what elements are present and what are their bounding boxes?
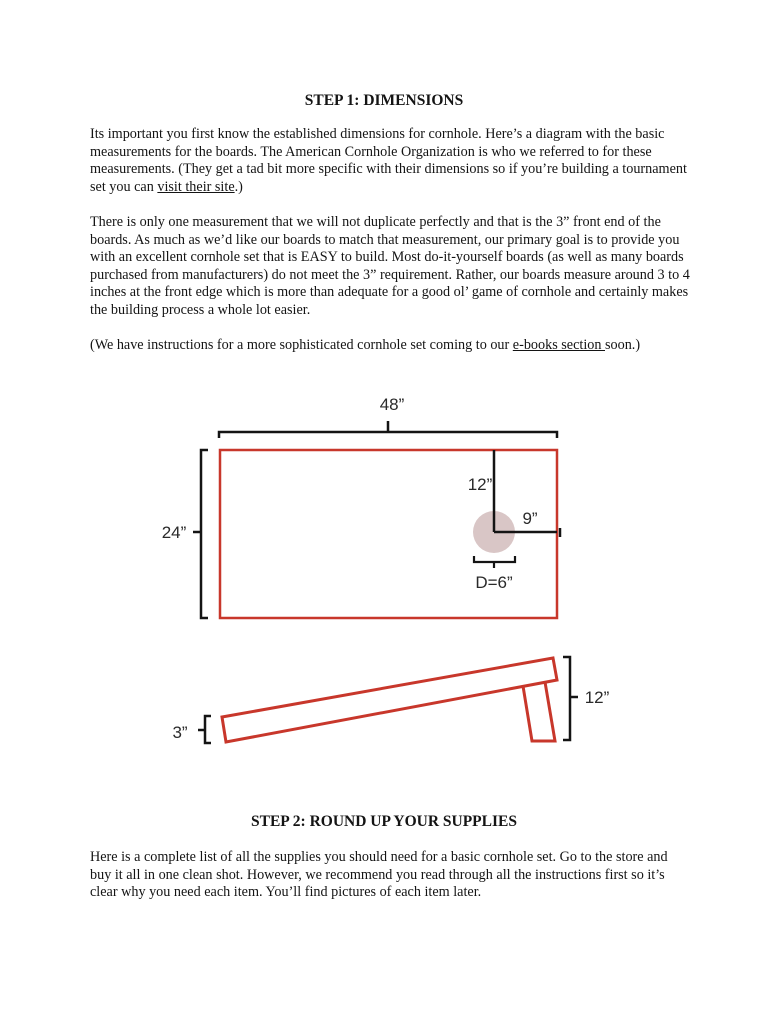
e-books-section-link[interactable]: e-books section	[512, 337, 605, 353]
back-height-label: 12”	[584, 688, 610, 707]
back-height-bracket	[563, 657, 578, 740]
step2-heading: STEP 2: ROUND UP YOUR SUPPLIES	[251, 813, 517, 830]
step1-paragraph-1-text: Its important you first know the established dimensions for cornhole. Here’s a diagram with the basic measurements for the boards. The American Cornhole Organization is who we referred to for these measurements. (They get a tad bit more specific with their dimensions so if you’re building a tournament set you can	[90, 126, 687, 195]
cornhole-dimensions-diagram	[0, 378, 768, 758]
width-bracket	[219, 421, 557, 438]
height-label: 24”	[161, 523, 187, 542]
step1-paragraph-1	[90, 126, 690, 196]
step2-paragraph-1: Here is a complete list of all the supplies you should need for a basic cornhole set. Go to the store and buy it all in one clean shot. However, we recommend you read through all the instructions first so it’s clear why you need each item. You’ll find pictures of each item later.	[90, 849, 668, 900]
height-bracket	[193, 450, 208, 618]
board-side-view	[222, 658, 557, 742]
width-label: 48”	[379, 395, 405, 414]
step1-paragraph-3-end: soon.)	[605, 337, 641, 353]
step1-paragraph-1-end: .)	[234, 178, 243, 195]
step1-heading: STEP 1: DIMENSIONS	[304, 92, 464, 109]
hole-from-side-label: 9”	[522, 509, 538, 528]
step1-paragraph-2: There is only one measurement that we will not duplicate perfectly and that is the 3” front end of the boards. As much as we’d like our boards to match that measurement, our primary goal is to provide you with an excellent cornhole set that is EASY to build. Most do-it-yourself boards (as well as many boards purchased from manufacturers) do not meet the 3” requirement. Rather, our boards measure around 3 to 4 inches at the front edge which is more than adequate for a good ol’ game of cornhole and certainly makes the building process a whole lot easier.	[90, 214, 690, 318]
hole-diameter-label: D=6”	[475, 573, 513, 592]
step1-paragraph-3-text: (We have instructions for a more sophisticated cornhole set coming to our	[90, 337, 513, 353]
step1-paragraph-3	[90, 337, 690, 355]
hole-diameter-bracket	[474, 556, 515, 568]
board-leg	[523, 682, 555, 741]
front-height-label: 3”	[172, 723, 188, 742]
hole-from-top-label: 12”	[467, 475, 493, 494]
visit-their-site-link[interactable]: visit their site	[157, 178, 235, 195]
front-height-bracket	[198, 716, 211, 743]
